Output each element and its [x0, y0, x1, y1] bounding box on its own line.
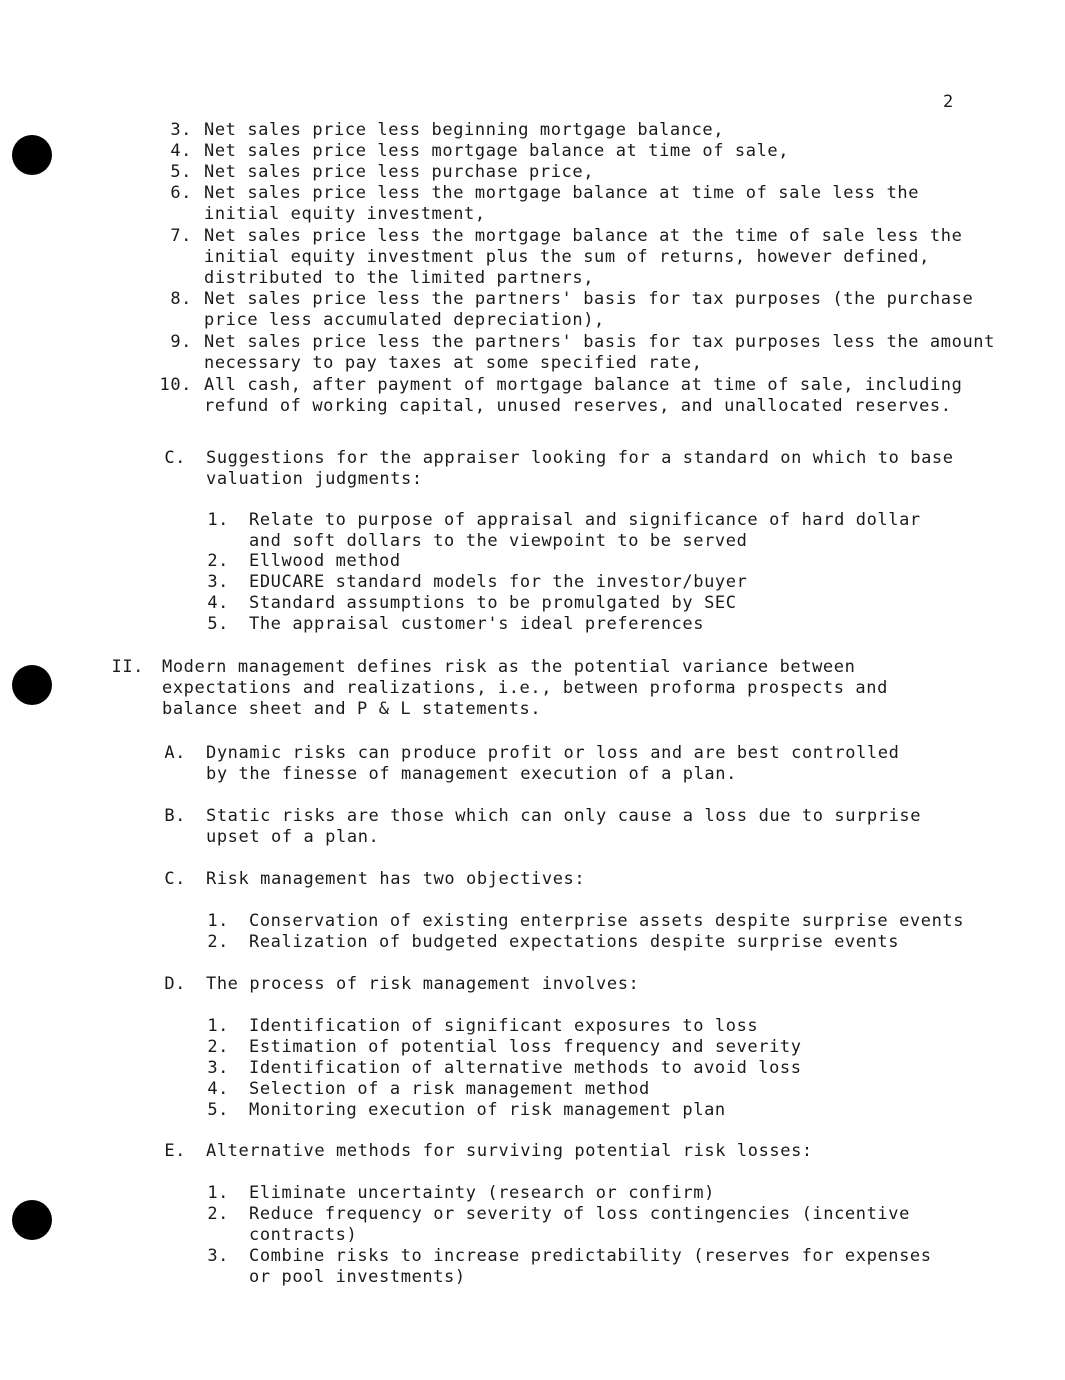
process-item-text — [249, 1016, 758, 1037]
outline-item — [158, 183, 919, 225]
outline-item-number: 8. — [170, 289, 192, 309]
criteria-item-line: Standard assumptions to be promulgated by SEC — [249, 593, 737, 613]
outline-item-number: 3. — [170, 120, 192, 140]
process-item-text — [249, 1079, 650, 1100]
outline-item-number: 6. — [170, 183, 192, 203]
method-item-text — [249, 1183, 715, 1204]
subsection-d-line: The process of risk management involves: — [206, 974, 640, 994]
page-number: 2 — [943, 92, 954, 112]
subsection-a-line: Dynamic risks can produce profit or loss and are best controlled — [206, 743, 900, 763]
method-item-line: Eliminate uncertainty (research or confirm) — [249, 1183, 715, 1203]
section-ii-heading-number: II. — [111, 657, 144, 677]
outline-item — [158, 289, 973, 331]
subsection-b — [160, 806, 921, 848]
outline-item-line: Net sales price less the partners' basis for tax purposes less the amount — [204, 332, 995, 352]
subsection-e-number: E. — [164, 1141, 186, 1161]
punch-hole-middle — [12, 665, 52, 705]
outline-item-text — [204, 289, 973, 331]
process-item-text — [249, 1100, 726, 1121]
process-item-line: Identification of significant exposures to loss — [249, 1016, 759, 1036]
outline-item — [158, 375, 962, 417]
subsection-b-number: B. — [164, 806, 186, 826]
process-item-text — [249, 1058, 802, 1079]
punch-hole-bottom — [12, 1200, 52, 1240]
criteria-item — [205, 510, 921, 552]
outline-item — [158, 120, 724, 141]
outline-item-line: Net sales price less beginning mortgage balance, — [204, 120, 725, 140]
method-item-number: 3. — [207, 1246, 229, 1266]
criteria-item — [205, 614, 704, 635]
subsection-e-line: Alternative methods for surviving potential risk losses: — [206, 1141, 813, 1161]
outline-item-text — [204, 141, 789, 162]
process-item — [205, 1079, 650, 1100]
criteria-item-line: Ellwood method — [249, 551, 401, 571]
objective-item-line: Realization of budgeted expectations despite surprise events — [249, 932, 900, 952]
section-ii-heading — [110, 657, 888, 720]
outline-item-number: 4. — [170, 141, 192, 161]
subsection-a — [160, 743, 899, 785]
subsection-d — [160, 974, 639, 995]
criteria-item — [205, 572, 747, 593]
subsection-b-text — [206, 806, 921, 848]
method-item-line: or pool investments) — [249, 1267, 466, 1287]
method-item-line: Combine risks to increase predictability (reserves for expenses — [249, 1246, 932, 1266]
criteria-item-text — [249, 593, 737, 614]
criteria-item-number: 5. — [207, 614, 229, 634]
outline-item-text — [204, 162, 594, 183]
process-item-line: Monitoring execution of risk management plan — [249, 1100, 726, 1120]
method-item — [205, 1183, 715, 1204]
criteria-item — [205, 593, 737, 614]
outline-item-number: 7. — [170, 226, 192, 246]
process-item-text — [249, 1037, 802, 1058]
section-c-heading — [160, 448, 954, 490]
punch-hole-top — [12, 135, 52, 175]
subsection-e-text — [206, 1141, 813, 1162]
subsection-b-line: Static risks are those which can only cause a loss due to surprise — [206, 806, 922, 826]
subsection-a-line: by the finesse of management execution of a plan. — [206, 764, 737, 784]
outline-item-text — [204, 120, 724, 141]
process-item-line: Selection of a risk management method — [249, 1079, 650, 1099]
outline-item-line: All cash, after payment of mortgage balance at time of sale, including — [204, 375, 963, 395]
section-c-heading-text — [206, 448, 954, 490]
method-item — [205, 1246, 932, 1288]
outline-item-number: 10. — [159, 375, 192, 395]
section-c-heading-line: Suggestions for the appraiser looking for a standard on which to base — [206, 448, 954, 468]
method-item-number: 2. — [207, 1204, 229, 1224]
method-item-line: contracts) — [249, 1225, 358, 1245]
objective-item — [205, 932, 899, 953]
criteria-item-text — [249, 551, 401, 572]
process-item-number: 4. — [207, 1079, 229, 1099]
section-ii-heading-line: Modern management defines risk as the potential variance between — [162, 657, 856, 677]
criteria-item-text — [249, 510, 921, 552]
outline-item — [158, 162, 594, 183]
section-ii-heading-line: expectations and realizations, i.e., between proforma prospects and — [162, 678, 888, 698]
outline-item-line: refund of working capital, unused reserves, and unallocated reserves. — [204, 396, 952, 416]
criteria-item-line: The appraisal customer's ideal preferences — [249, 614, 705, 634]
outline-item-line: necessary to pay taxes at some specified rate, — [204, 353, 703, 373]
subsection-c-line: Risk management has two objectives: — [206, 869, 586, 889]
subsection-a-text — [206, 743, 899, 785]
objective-item-text — [249, 911, 964, 932]
method-item — [205, 1204, 910, 1246]
subsection-b-line: upset of a plan. — [206, 827, 380, 847]
outline-item-line: distributed to the limited partners, — [204, 268, 595, 288]
process-item-number: 5. — [207, 1100, 229, 1120]
outline-item-line: price less accumulated depreciation), — [204, 310, 605, 330]
outline-item — [158, 226, 962, 289]
criteria-item-text — [249, 572, 747, 593]
subsection-c — [160, 869, 585, 890]
subsection-e — [160, 1141, 813, 1162]
outline-item-line: Net sales price less the mortgage balance at the time of sale less the — [204, 226, 963, 246]
subsection-d-text — [206, 974, 639, 995]
process-item — [205, 1037, 802, 1058]
process-item — [205, 1058, 802, 1079]
subsection-c-text — [206, 869, 585, 890]
outline-item-number: 5. — [170, 162, 192, 182]
process-item-number: 3. — [207, 1058, 229, 1078]
method-item-number: 1. — [207, 1183, 229, 1203]
outline-item-line: Net sales price less purchase price, — [204, 162, 595, 182]
section-c-heading-line: valuation judgments: — [206, 469, 423, 489]
section-ii-heading-text — [162, 657, 888, 720]
process-item-number: 2. — [207, 1037, 229, 1057]
criteria-item-number: 2. — [207, 551, 229, 571]
outline-item-line: initial equity investment, — [204, 204, 486, 224]
objective-item-text — [249, 932, 899, 953]
outline-item-text — [204, 332, 995, 374]
objective-item-number: 1. — [207, 911, 229, 931]
outline-item-text — [204, 226, 962, 289]
section-c-heading-number: C. — [164, 448, 186, 468]
outline-item-line: Net sales price less the mortgage balance at time of sale less the — [204, 183, 920, 203]
outline-item-text — [204, 183, 919, 225]
process-item-number: 1. — [207, 1016, 229, 1036]
outline-item-number: 9. — [170, 332, 192, 352]
outline-item-line: Net sales price less the partners' basis for tax purposes (the purchase — [204, 289, 974, 309]
method-item-text — [249, 1246, 932, 1288]
subsection-d-number: D. — [164, 974, 186, 994]
objective-item — [205, 911, 964, 932]
objective-item-line: Conservation of existing enterprise assets despite surprise events — [249, 911, 965, 931]
outline-item-text — [204, 375, 962, 417]
outline-item-line: Net sales price less mortgage balance at time of sale, — [204, 141, 790, 161]
criteria-item — [205, 551, 401, 572]
section-ii-heading-line: balance sheet and P & L statements. — [162, 699, 542, 719]
criteria-item-line: Relate to purpose of appraisal and significance of hard dollar — [249, 510, 921, 530]
criteria-item-number: 3. — [207, 572, 229, 592]
outline-item — [158, 141, 789, 162]
criteria-item-text — [249, 614, 704, 635]
subsection-a-number: A. — [164, 743, 186, 763]
process-item-line: Estimation of potential loss frequency and severity — [249, 1037, 802, 1057]
criteria-item-line: and soft dollars to the viewpoint to be served — [249, 531, 748, 551]
method-item-line: Reduce frequency or severity of loss contingencies (incentive — [249, 1204, 910, 1224]
process-item — [205, 1016, 758, 1037]
objective-item-number: 2. — [207, 932, 229, 952]
criteria-item-number: 4. — [207, 593, 229, 613]
process-item — [205, 1100, 726, 1121]
method-item-text — [249, 1204, 910, 1246]
criteria-item-line: EDUCARE standard models for the investor/buyer — [249, 572, 748, 592]
outline-item-line: initial equity investment plus the sum of returns, however defined, — [204, 247, 930, 267]
criteria-item-number: 1. — [207, 510, 229, 530]
process-item-line: Identification of alternative methods to avoid loss — [249, 1058, 802, 1078]
outline-item — [158, 332, 995, 374]
subsection-c-number: C. — [164, 869, 186, 889]
